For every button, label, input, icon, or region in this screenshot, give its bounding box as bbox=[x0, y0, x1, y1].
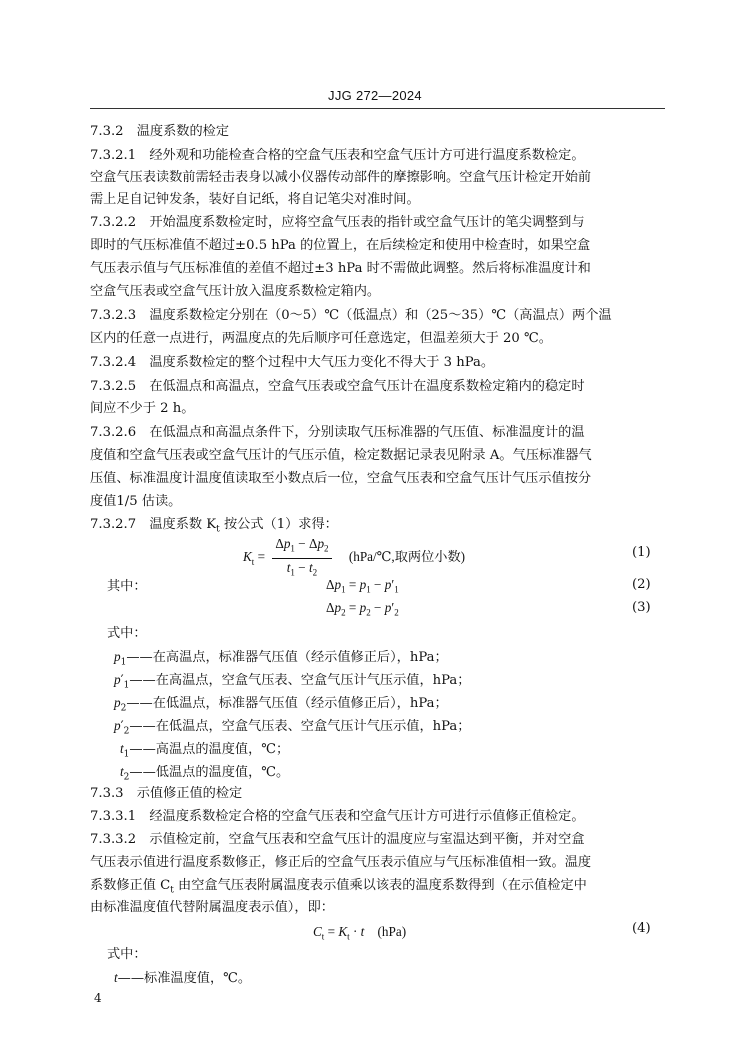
text: ——标准温度值，℃。 bbox=[117, 971, 252, 986]
paragraph-line: 7.3.3.1 经温度系数检定合格的空盒气压表和空盒气压计方可进行示值修正值检定。 bbox=[90, 809, 585, 824]
paragraph-line: 即时的气压标准值不超过±0.5 hPa 的位置上，在后续检定和使用中检查时，如果空盒 bbox=[90, 238, 591, 253]
fraction: $\frac{\Delta p_1 - \Delta p_2}{t_1 - t_2}$ bbox=[272, 535, 331, 581]
definition-line: $t_2——$低温点的温度值，℃。 bbox=[120, 764, 290, 783]
paragraph-line: 需上足自记钟发条，装好自记纸，将自记笔尖对准时间。 bbox=[90, 192, 420, 207]
text: 按公式（1）求得： bbox=[219, 517, 338, 532]
text: ——在低温点，空盒气压表、空盒气压计气压示值，hPa； bbox=[129, 719, 471, 734]
definition-line: $t_1——$高温点的温度值，℃； bbox=[120, 741, 290, 760]
text: ——在高温点，标准器气压值（经示值修正后），hPa； bbox=[126, 650, 448, 665]
formula-1: $K_t$ = $\frac{\Delta p_1 - \Delta p_2}{t_1 - t_2}$ (hPa/℃,取两位小数) bbox=[243, 535, 465, 581]
paragraph-line: 7.3.2.5 在低温点和高温点，空盒气压表或空盒气压计在温度系数检定箱内的稳定时 bbox=[90, 379, 585, 394]
definition-line: $p_2——$在低温点，标准器气压值（经示值修正后），hPa； bbox=[114, 695, 448, 714]
paragraph-line: 由标准温度值代替附属温度表示值），即： bbox=[90, 900, 334, 915]
formula-number: (3) bbox=[632, 600, 651, 615]
text: 由空盒气压表附属温度表示值乘以该表的温度系数得到（在示值检定中 bbox=[173, 878, 587, 893]
paragraph-line: 气压表示值与气压标准值的差值不超过±3 hPa 时不需做此调整。然后将标准温度计和 bbox=[90, 261, 591, 276]
paragraph-line: 7.3.2.3 温度系数检定分别在（0～5）℃（低温点）和（25～35）℃（高温点）两个温 bbox=[90, 308, 612, 323]
text: ——在高温点，空盒气压表、空盒气压计气压示值，hPa； bbox=[129, 673, 471, 688]
paragraph-line: 7.3.3.2 示值检定前，空盒气压表和空盒气压计的温度应与室温达到平衡，并对空盒 bbox=[90, 832, 585, 847]
paragraph-line: 区内的任意一点进行，两温度点的先后顺序可任意选定，但温差须大于 20 ℃。 bbox=[90, 331, 552, 346]
formula-note: (hPa/℃,取两位小数) bbox=[348, 549, 466, 565]
text: 7.3.2.7 温度系数 K bbox=[90, 517, 217, 532]
formula-2: $\Delta p_1 = p_1 - p'_1$ bbox=[326, 577, 399, 595]
paragraph-line: 度值1/5 估读。 bbox=[90, 494, 182, 509]
paragraph-line: 系数修正值 $C_t$ 由空盒气压表附属温度表示值乘以该表的温度系数得到（在示值检定中 bbox=[90, 878, 587, 896]
shizhong-label: 式中： bbox=[107, 626, 147, 641]
paragraph-line: 度值和空盒气压表或空盒气压计的气压示值，检定数据记录表见附录 A。气压标准器气 bbox=[90, 448, 592, 463]
formula-number: (4) bbox=[632, 921, 651, 936]
paragraph-line: 7.3.2.2 开始温度系数检定时，应将空盒气压表的指针或空盒气压计的笔尖调整到与 bbox=[90, 215, 585, 230]
section-heading-7-3-3: 7.3.3 示值修正值的检定 bbox=[90, 786, 243, 801]
page-header: JJG 272—2024 bbox=[328, 88, 422, 103]
text: ——在低温点，标准器气压值（经示值修正后），hPa； bbox=[126, 696, 448, 711]
formula-4: $C_t = K_t \cdot t$ (hPa) bbox=[313, 924, 407, 942]
paragraph-line: 间应不少于 2 h。 bbox=[90, 401, 195, 416]
paragraph-line: 7.3.2.6 在低温点和高温点条件下，分别读取气压标准器的气压值、标准温度计的温 bbox=[90, 425, 585, 440]
definition-line: $p_1——$在高温点，标准器气压值（经示值修正后），hPa； bbox=[114, 649, 448, 668]
definition-line: t——标准温度值，℃。 bbox=[114, 970, 252, 986]
text: ——低温点的温度值，℃。 bbox=[129, 765, 290, 780]
header-rule bbox=[90, 108, 665, 109]
formula-unit: (hPa) bbox=[377, 924, 407, 939]
formula-number: (1) bbox=[632, 545, 651, 560]
text: ——高温点的温度值，℃； bbox=[129, 742, 290, 757]
shizhong-label: 式中： bbox=[107, 947, 147, 962]
paragraph-line: 压值、标准温度计温度值读取至小数点后一位，空盒气压表和空盒气压计气压示值按分 bbox=[90, 471, 592, 486]
paragraph-line: 气压表示值进行温度系数修正，修正后的空盒气压表示值应与气压标准值相一致。温度 bbox=[90, 855, 592, 870]
section-heading-7-3-2: 7.3.2 温度系数的检定 bbox=[90, 124, 230, 139]
where-label: 其中： bbox=[107, 579, 147, 594]
formula-3: $\Delta p_2 = p_2 - p'_2$ bbox=[326, 600, 399, 618]
definition-line: $p'_2——$在低温点，空盒气压表、空盒气压计气压示值，hPa； bbox=[114, 718, 471, 737]
subscript: t bbox=[216, 524, 220, 535]
paragraph-line: 空盒气压表或空盒气压计放入温度系数检定箱内。 bbox=[90, 284, 381, 299]
formula-number: (2) bbox=[632, 577, 651, 592]
page-number: 4 bbox=[94, 991, 102, 1005]
paragraph-line: 空盒气压表读数前需轻击表身以减小仪器传动部件的摩擦影响。空盒气压计检定开始前 bbox=[90, 170, 592, 185]
paragraph-line: 7.3.2.4 温度系数检定的整个过程中大气压力变化不得大于 3 hPa。 bbox=[90, 355, 495, 370]
definition-line: $p'_1——$在高温点，空盒气压表、空盒气压计气压示值，hPa； bbox=[114, 672, 471, 691]
paragraph-line: 7.3.2.1 经外观和功能检查合格的空盒气压表和空盒气压计方可进行温度系数检定。 bbox=[90, 148, 585, 163]
text: 系数修正值 C bbox=[90, 878, 171, 893]
